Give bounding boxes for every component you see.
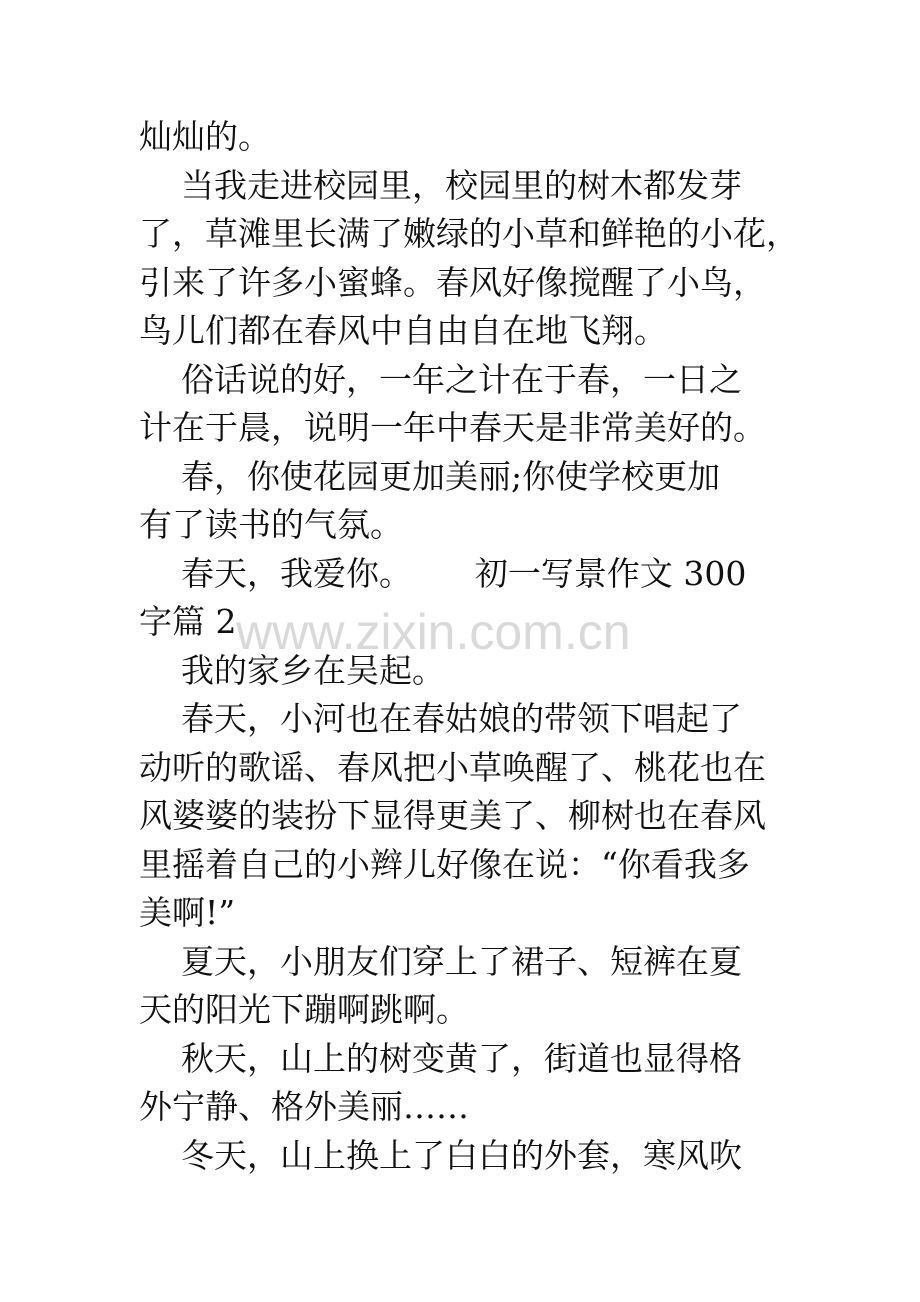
text-line: 春天，我爱你。 初一写景作文 300: [139, 554, 747, 593]
text-line: 春天，小河也在春姑娘的带领下唱起了: [139, 699, 742, 738]
text-line: 外宁静、格外美丽……: [139, 1087, 469, 1126]
text-line: 里摇着自己的小辫儿好像在说：“你看我多: [139, 845, 750, 884]
text-line: 字篇 2: [139, 602, 237, 641]
text-line: 夏天，小朋友们穿上了裙子、短裤在夏: [139, 942, 742, 981]
text-line: 有了读书的气氛。: [139, 505, 403, 544]
text-line: 灿灿的。: [139, 117, 271, 156]
text-line: 当我走进校园里，校园里的树木都发芽: [139, 166, 742, 205]
text-line: 美啊!”: [139, 893, 236, 932]
text-line: 俗话说的好，一年之计在于春，一日之: [139, 360, 742, 399]
text-line: 风婆婆的装扮下显得更美了、柳树也在春风: [139, 796, 766, 835]
text-line: 鸟儿们都在春风中自由自在地飞翔。: [139, 311, 667, 350]
text-line: 秋天，山上的树变黄了，街道也显得格: [139, 1039, 742, 1078]
text-line: 冬天，山上换上了白白的外套，寒风吹: [139, 1136, 742, 1175]
text-line: 天的阳光下蹦啊跳啊。: [139, 990, 469, 1029]
text-line: 了，草滩里长满了嫩绿的小草和鲜艳的小花，: [139, 214, 799, 253]
text-line: 计在于晨，说明一年中春天是非常美好的。: [139, 408, 766, 447]
watermark: www.zixin.com.cn: [236, 604, 631, 660]
text-line: 动听的歌谣、春风把小草唤醒了、桃花也在: [139, 748, 766, 787]
text-line: 引来了许多小蜜蜂。春风好像搅醒了小鸟，: [139, 263, 766, 302]
text-line: 我的家乡在吴起。: [139, 651, 445, 690]
text-line: 春，你使花园更加美丽;你使学校更加: [139, 457, 721, 496]
